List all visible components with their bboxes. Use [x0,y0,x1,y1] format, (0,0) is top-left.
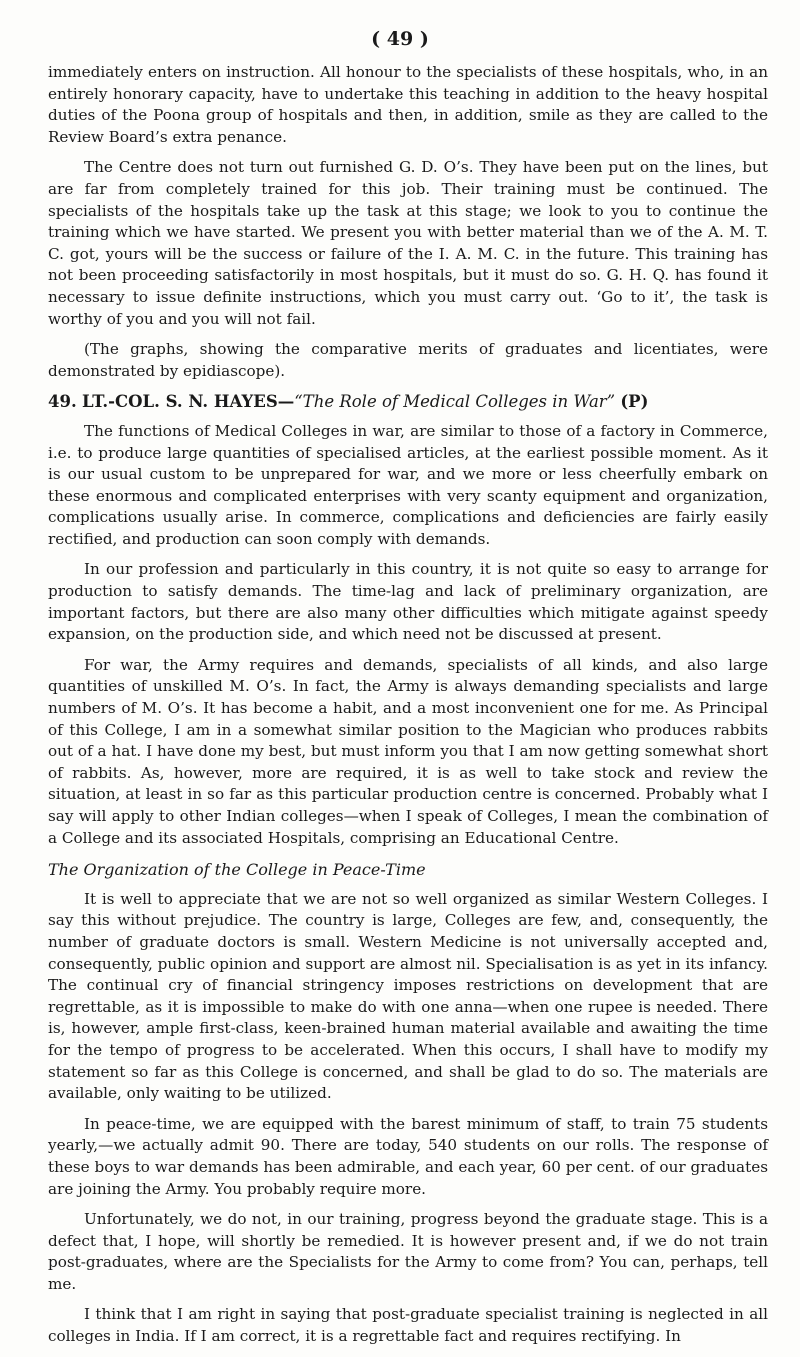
paragraph: I think that I am right in saying that post-graduate specialist training is neglected in all colleges in India. If I am correct, it is a regrettable fact and requires rectifying. In [48,1305,768,1346]
paragraph: In peace-time, we are equipped with the barest minimum of staff, to train 75 students yearly,—we actually admit 90. There are today, 540 students on our rolls. The response of these boys to war demands has been admirable, and each year, 60 per cent. of our graduates are joining the Army. You probably require more. [48,1114,768,1198]
lecture-title: “The Role of Medical Colleges in War” [294,392,616,412]
paragraph: (The graphs, showing the comparative merits of graduates and licentiates, were demonstrated by epidiascope). [48,340,768,380]
paragraph: The functions of Medical Colleges in war, are similar to those of a factory in Commerce, i.e. to produce large quantities of specialised articles, at the earliest possible moment. As it is our usual custom to be unprepared for war, and we more or less cheerfully embark on these enormous and complicated enterprises with very scanty equipment and organization, complications usually arise. In commerce, complications and deficiencies are fairly easily rectified, and production can soon comply with demands. [48,421,768,548]
section-heading: The Organization of the College in Peace-Time [48,860,426,880]
paragraph: In our profession and particularly in this country, it is not quite so easy to arrange for production to satisfy demands. The time-lag and lack of preliminary organization, are important factors, but there are also many other difficulties which mitigate against speedy expansion, on the production side, and which need not be discussed at present. [48,560,768,644]
page-number: ( 49 ) [371,28,429,50]
paragraph: It is well to appreciate that we are not so well organized as similar Western Colleges. I say this without prejudice. The country is large, Colleges are few, and, consequently, the number of graduate doctors is small. Western Medicine is not universally accepted and, consequently, public opinion and support are almost nil. Specialisation is as yet in its infancy. The continual cry of financial stringency imposes restrictions on development that are regrettable, as it is impossible to make do with one anna—when one rupee is needed. There is, however, ample first-class, keen-brained human material available and awaiting the time for the tempo of progress to be accelerated. When this occurs, I shall have to modify my statement so far as this College is concerned, and shall be glad to do so. The materials are available, only waiting to be utilized. [48,889,768,1103]
document-body [48,62,768,1357]
paragraph: For war, the Army requires and demands, specialists of all kinds, and also large quantities of unskilled M. O’s. In fact, the Army is always demanding specialists and large numbers of M. O’s. It has become a habit, and a most inconvenient one for me. As Principal of this College, I am in a somewhat similar position to the Magician who produces rabbits out of a hat. I have done my best, but must inform you that I am now getting somewhat short of rabbits. As, however, more are required, it is as well to take stock and review the situation, at least in so far as this particular production centre is concerned. Probably what I say will apply to other Indian colleges—when I speak of Colleges, I mean the combination of a College and its associated Hospitals, comprising an Educational Centre. [48,655,768,847]
lecture-author: LT.-COL. S. N. HAYES— [81,392,295,412]
lecture-number: 49. [48,392,77,412]
paragraph: immediately enters on instruction. All honour to the specialists of these hospitals, who, in an entirely honorary capacity, have to undertake this teaching in addition to the heavy hospital duties of the Poona group of hospitals and then, in addition, smile as they are called to the Review Board’s extra penance. [48,63,768,146]
paragraph: Unfortunately, we do not, in our training, progress beyond the graduate stage. This is a defect that, I hope, will shortly be remedied. It is however present and, if we do not train post-graduates, where are the Specialists for the Army to come from? You can, perhaps, tell me. [48,1210,768,1293]
lecture-suffix: (P) [620,392,649,412]
paragraph: The Centre does not turn out furnished G. D. O’s. They have been put on the lines, but are far from completely trained for this job. Their training must be continued. The specialists of the hospitals take up the task at this stage; we look to you to continue the training which we have started. We present you with better material than we of the A. M. T. C. got, yours will be the success or failure of the I. A. M. C. in the future. This training has not been proceeding satisfactorily in most hospitals, but it must do so. G. H. Q. has found it necessary to issue definite instructions, which you must carry out. ‘Go to it’, the task is worthy of you and you will not fail. [48,158,768,328]
lecture-heading [48,391,768,413]
